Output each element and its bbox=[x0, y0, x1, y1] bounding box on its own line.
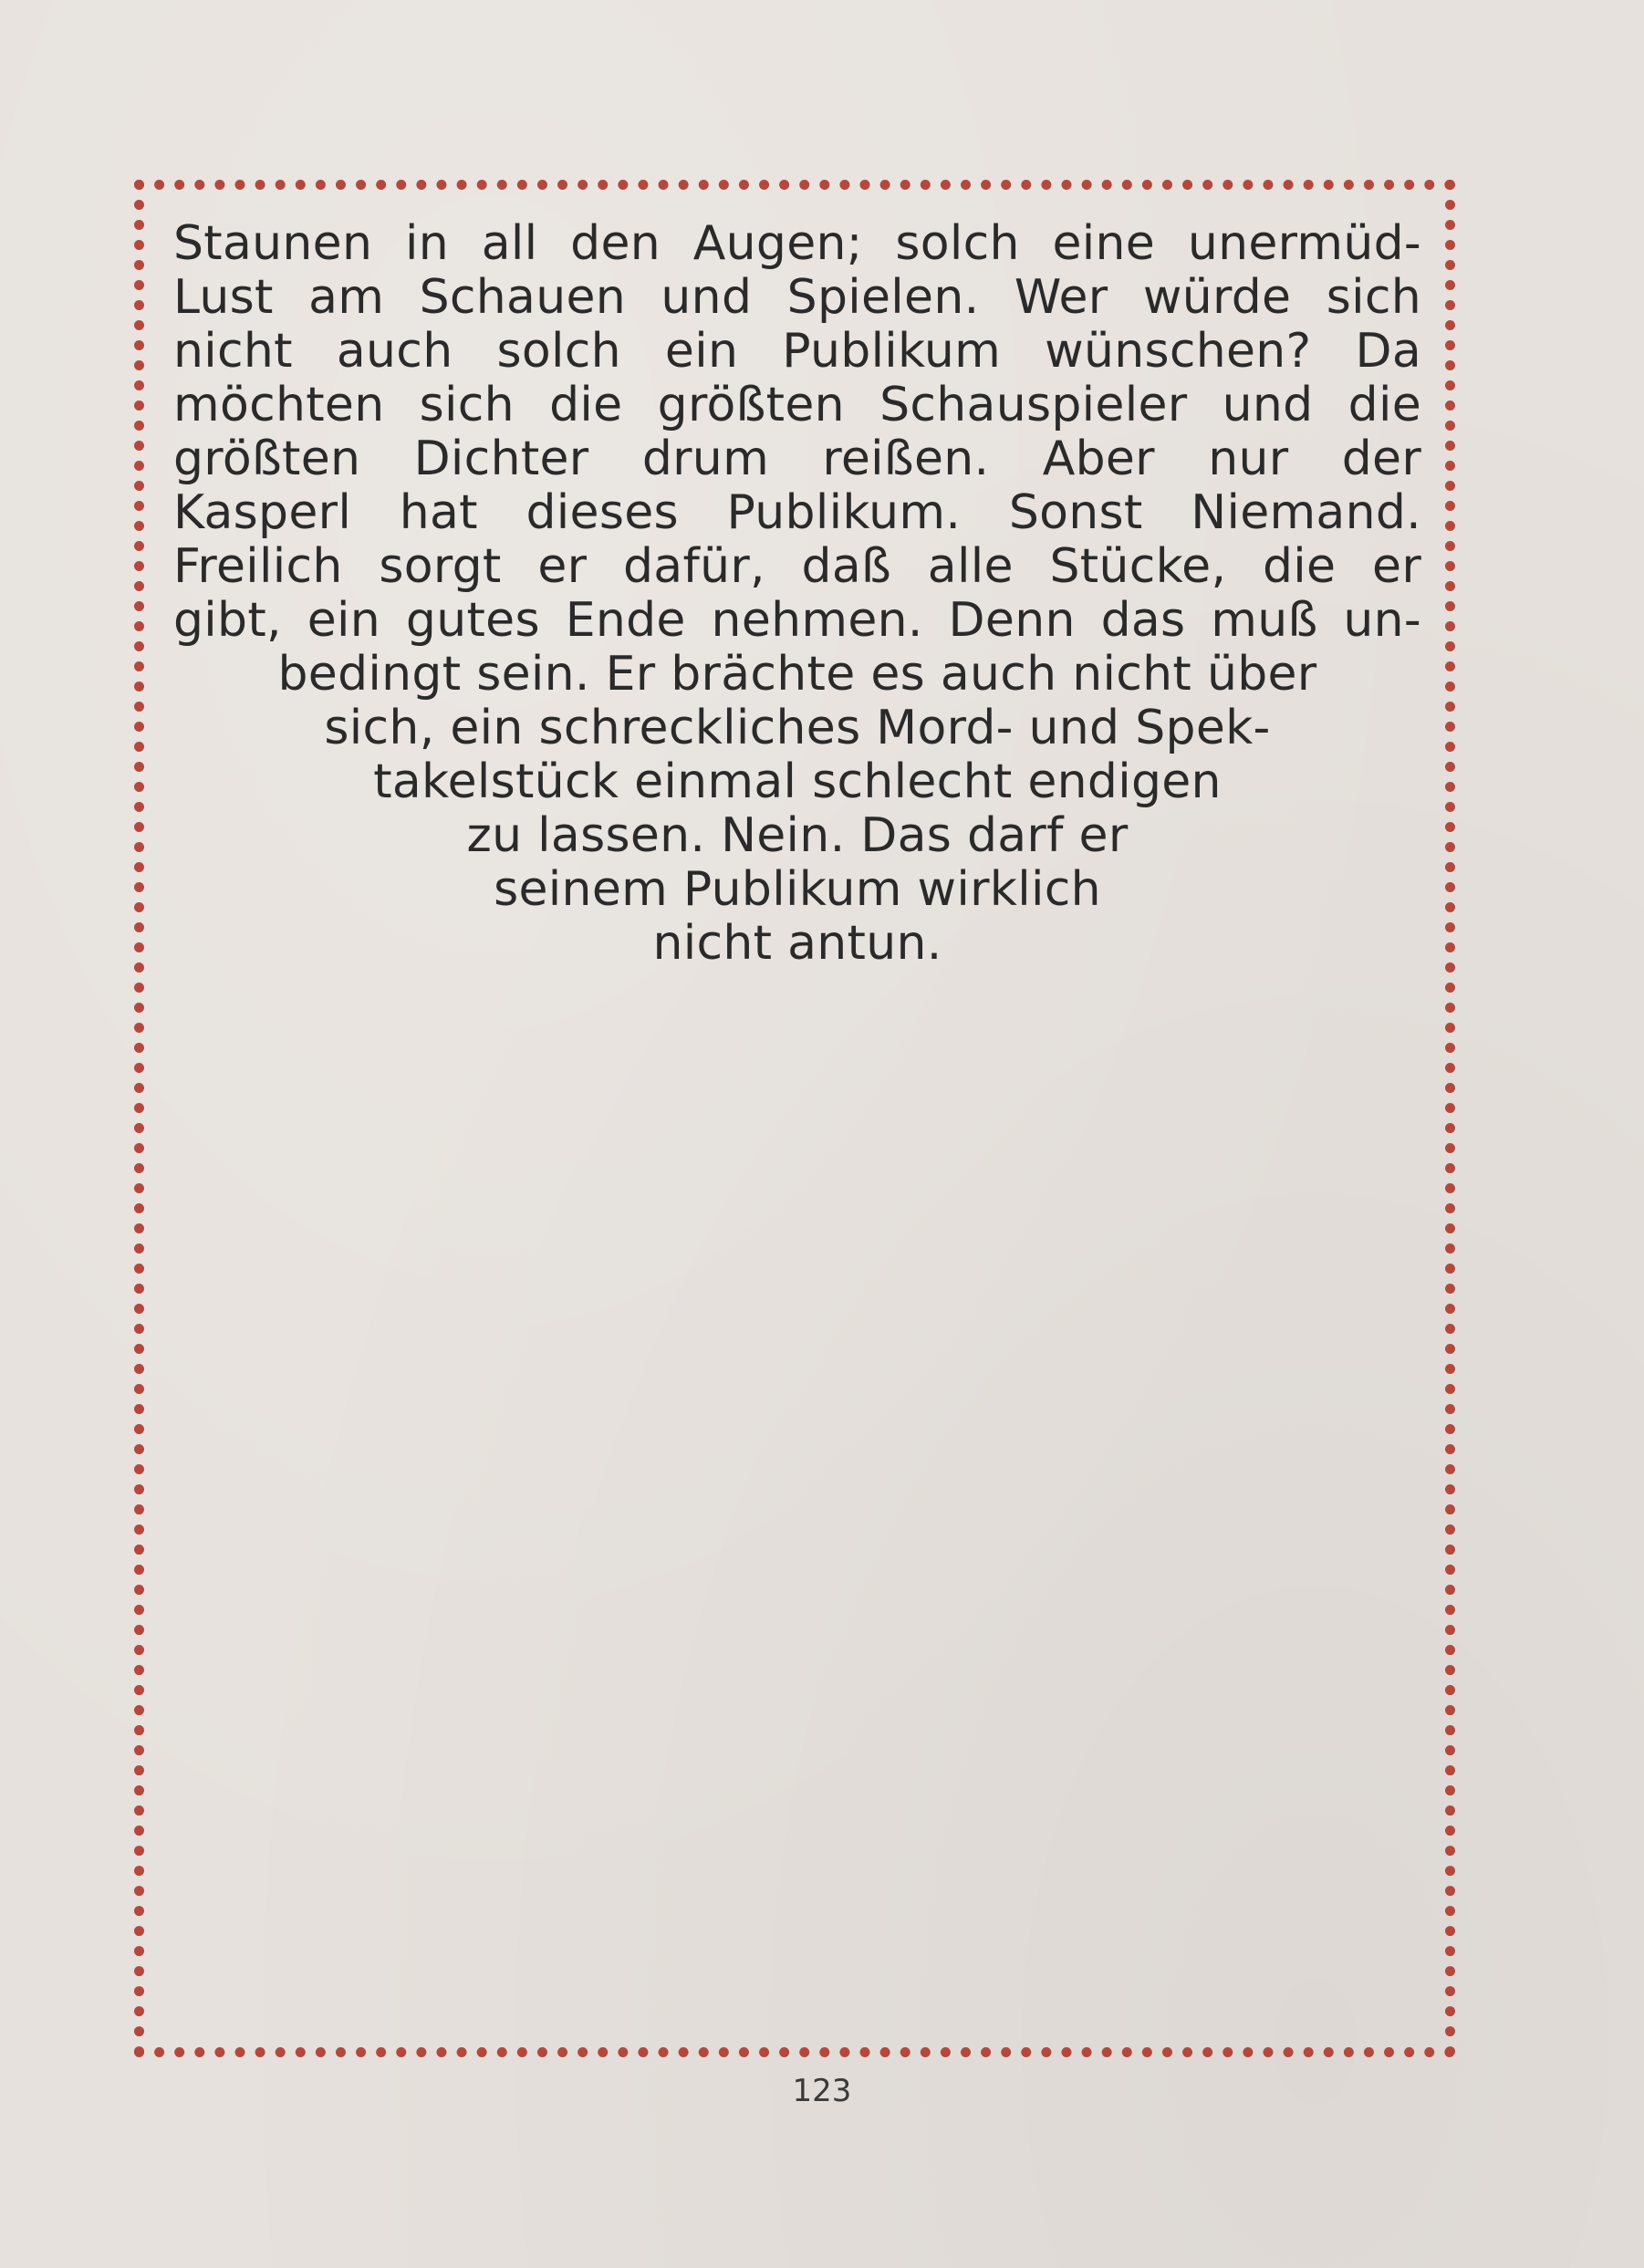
text-line: größten Dichter drum reißen. Aber nur der bbox=[173, 432, 1421, 486]
text-line: gibt, ein gutes Ende nehmen. Denn das muß un- bbox=[173, 594, 1421, 648]
text-line: bedingt sein. Er brächte es auch nicht über bbox=[277, 648, 1317, 702]
text-line: nicht auch solch ein Publikum wünschen? Da bbox=[173, 325, 1421, 379]
text-line: Freilich sorgt er dafür, daß alle Stücke, die er bbox=[173, 540, 1421, 594]
text-line: nicht antun. bbox=[652, 917, 942, 971]
text-line: seinem Publikum wirklich bbox=[494, 863, 1101, 917]
text-line: sich, ein schreckliches Mord- und Spek- bbox=[324, 702, 1271, 755]
text-line: takelstück einmal schlecht endigen bbox=[373, 755, 1222, 809]
text-line: Lust am Schauen und Spielen. Wer würde sich bbox=[173, 271, 1421, 325]
text-line: zu lassen. Nein. Das darf er bbox=[466, 809, 1129, 863]
body-text bbox=[173, 217, 1421, 971]
page-number: 123 bbox=[792, 2073, 852, 2109]
text-line: Kasperl hat dieses Publikum. Sonst Niemand. bbox=[173, 486, 1421, 540]
text-line: Staunen in all den Augen; solch eine unermüd- bbox=[173, 217, 1421, 271]
text-line: möchten sich die größten Schauspieler und die bbox=[173, 379, 1421, 432]
